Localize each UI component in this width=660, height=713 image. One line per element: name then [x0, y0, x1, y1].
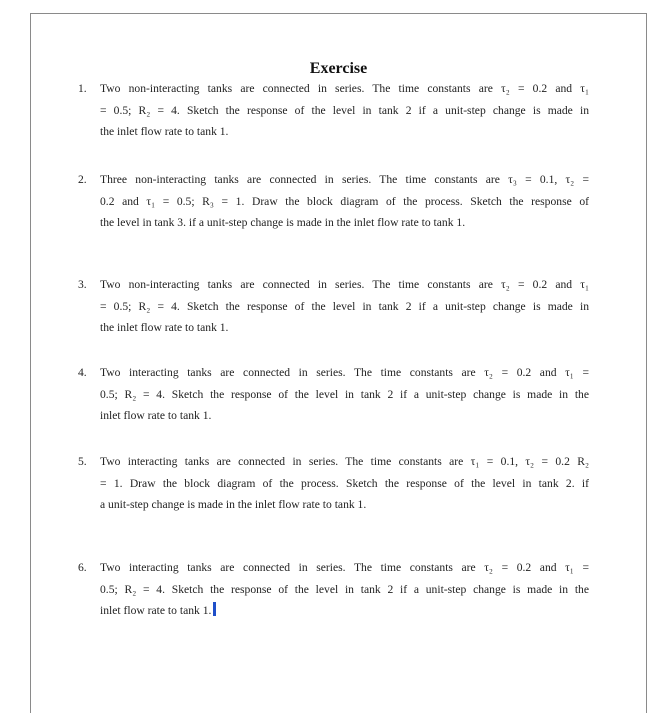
exercise-3	[78, 274, 589, 339]
exercise-1	[78, 78, 589, 143]
exercise-number: 3.	[78, 278, 87, 291]
text-cursor	[213, 602, 216, 616]
exercise-number: 6.	[78, 561, 87, 574]
page-title: Exercise	[309, 60, 368, 77]
document-page	[30, 13, 647, 713]
exercise-5	[78, 451, 589, 516]
exercise-line: the inlet flow rate to tank 1.	[100, 321, 229, 334]
exercise-line: a unit-step change is made in the inlet flow rate to tank 1.	[100, 498, 367, 511]
exercise-line: = 0.5; R₂ = 4. Sketch the response of the level in tank 2 if a unit-step change is made in	[100, 299, 589, 313]
exercise-line: 0.5; R₂ = 4. Sketch the response of the level in tank 2 if a unit-step change is made in the	[100, 387, 589, 401]
exercise-line: Two non-interacting tanks are connected in series. The time constants are τ₂ = 0.2 and τ₁	[100, 82, 589, 95]
exercise-2	[78, 169, 589, 234]
exercise-line: 0.5; R₂ = 4. Sketch the response of the level in tank 2 if a unit-step change is made in the	[100, 582, 589, 596]
exercise-line: inlet flow rate to tank 1.	[100, 604, 212, 617]
exercise-line: inlet flow rate to tank 1.	[100, 409, 212, 422]
exercise-number: 1.	[78, 82, 87, 95]
exercise-last-line-wrap	[100, 600, 589, 622]
exercise-line: Two interacting tanks are connected in series. The time constants are τ₂ = 0.2 and τ₁ =	[100, 561, 589, 574]
exercise-4	[78, 362, 589, 427]
exercise-number: 5.	[78, 455, 87, 468]
exercise-line: Two interacting tanks are connected in series. The time constants are τ₂ = 0.2 and τ₁ =	[100, 366, 589, 379]
exercise-line: the level in tank 3. if a unit-step change is made in the inlet flow rate to tank 1.	[100, 216, 466, 229]
exercise-6	[78, 557, 589, 622]
exercise-line: the inlet flow rate to tank 1.	[100, 125, 229, 138]
exercise-line: 0.2 and τ₁ = 0.5; R₃ = 1. Draw the block diagram of the process. Sketch the response of	[100, 194, 589, 208]
exercise-number: 4.	[78, 366, 87, 379]
exercise-line: = 0.5; R₂ = 4. Sketch the response of the level in tank 2 if a unit-step change is made in	[100, 103, 589, 117]
exercise-line: Three non-interacting tanks are connected in series. The time constants are τ₃ = 0.1, τ₂ =	[100, 173, 589, 186]
exercise-line: = 1. Draw the block diagram of the process. Sketch the response of the level in tank 2. if	[100, 476, 589, 490]
exercise-line: Two interacting tanks are connected in series. The time constants are τ₁ = 0.1, τ₂ = 0.2 R₂	[100, 455, 589, 468]
exercise-number: 2.	[78, 173, 87, 186]
exercise-line: Two non-interacting tanks are connected in series. The time constants are τ₂ = 0.2 and τ₁	[100, 278, 589, 291]
